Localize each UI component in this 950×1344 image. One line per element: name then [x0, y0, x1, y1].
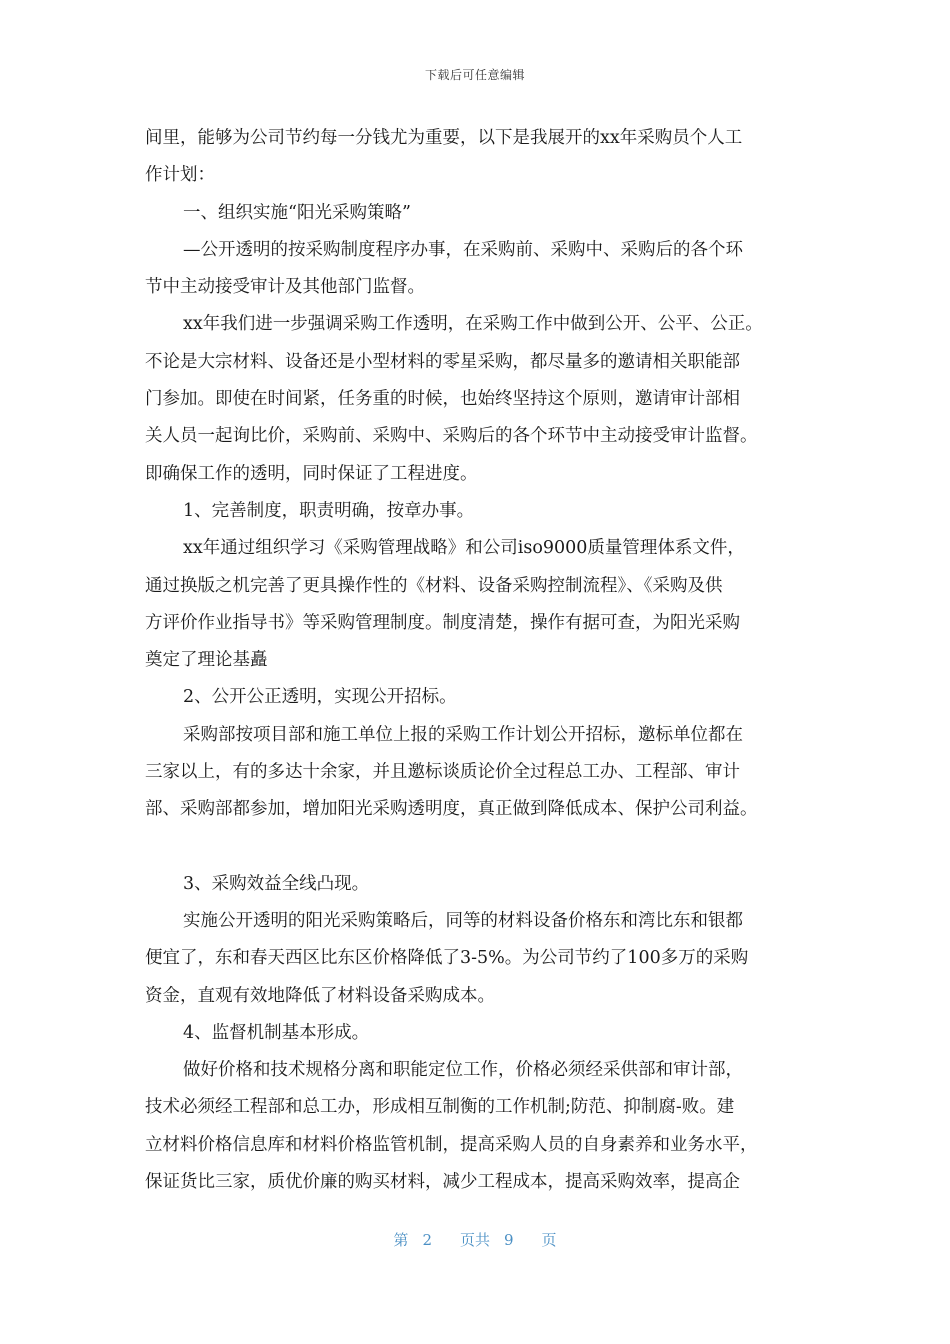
subsection-heading: 4、监督机制基本形成。 — [183, 1022, 370, 1043]
subsection-heading: 2、公开公正透明，实现公开招标。 — [183, 687, 457, 708]
page-footer — [0, 1229, 950, 1250]
paragraph-line: 便宜了，东和春天西区比东区价格降低了3-5%。为公司节约了100多万的采购 — [145, 948, 749, 969]
page-suffix: 页 — [541, 1231, 557, 1249]
paragraph-line: xx年我们进一步强调采购工作透明，在采购工作中做到公开、公平、公正。 — [183, 314, 763, 335]
paragraph-line: 资金，直观有效地降低了材料设备采购成本。 — [145, 985, 495, 1006]
paragraph-line: 奠定了理论基矗 — [145, 650, 268, 671]
paragraph-line: 方评价作业指导书》等采购管理制度。制度清楚，操作有据可查，为阳光采购 — [145, 612, 740, 633]
paragraph-line: 作计划： — [145, 165, 215, 186]
paragraph-line: 间里，能够为公司节约每一分钱尤为重要，以下是我展开的xx年采购员个人工 — [145, 128, 743, 148]
paragraph-line: —公开透明的按采购制度程序办事，在采购前、采购中、采购后的各个环 — [183, 239, 743, 260]
blank-line — [145, 829, 810, 866]
document-body — [145, 120, 810, 1201]
paragraph-line: 即确保工作的透明，同时保证了工程进度。 — [145, 463, 478, 484]
page-header: 下载后可任意编辑 — [424, 68, 525, 82]
section-heading: 一、组织实施“阳光采购策略” — [183, 202, 411, 223]
paragraph-line: 通过换版之机完善了更具操作性的《材料、设备采购控制流程》、《采购及供 — [145, 575, 723, 596]
subsection-heading: 1、完善制度，职责明确，按章办事。 — [183, 500, 475, 521]
page-label: 第 — [393, 1231, 409, 1249]
paragraph-line: 做好价格和技术规格分离和职能定位工作，价格必须经采供部和审计部， — [183, 1060, 743, 1081]
paragraph-line: 不论是大宗材料、设备还是小型材料的零星采购，都尽量多的邀请相关职能部 — [145, 351, 740, 372]
paragraph-line: 部、采购部都参加，增加阳光采购透明度，真正做到降低成本、保护公司利益。 — [145, 799, 758, 820]
paragraph-line: 节中主动接受审计及其他部门监督。 — [145, 277, 425, 298]
paragraph-line: 实施公开透明的阳光采购策略后，同等的材料设备价格东和湾比东和银都 — [183, 910, 743, 931]
paragraph-line: 保证货比三家，质优价廉的购买材料，减少工程成本，提高采购效率，提高企 — [145, 1172, 740, 1193]
paragraph-line: 立材料价格信息库和材料价格监管机制，提高采购人员的自身素养和业务水平， — [145, 1134, 758, 1155]
subsection-heading: 3、采购效益全线凸现。 — [183, 873, 370, 894]
paragraph-line: 技术必须经工程部和总工办，形成相互制衡的工作机制;防范、抑制腐-败。建 — [145, 1097, 735, 1118]
paragraph-line: xx年通过组织学习《采购管理战略》和公司iso9000质量管理体系文件， — [183, 538, 745, 559]
total-pages: 9 — [504, 1231, 514, 1249]
page-number: 2 — [422, 1231, 432, 1249]
paragraph-line: 门参加。即使在时间紧，任务重的时候，也始终坚持这个原则，邀请审计部相 — [145, 389, 740, 410]
paragraph-line: 关人员一起询比价，采购前、采购中、采购后的各个环节中主动接受审计监督。 — [145, 426, 758, 447]
of-label: 页共 — [459, 1231, 490, 1249]
paragraph-line: 采购部按项目部和施工单位上报的采购工作计划公开招标，邀标单位都在 — [183, 724, 743, 745]
paragraph-line: 三家以上，有的多达十余家，并且邀标谈质论价全过程总工办、工程部、审计 — [145, 762, 740, 783]
